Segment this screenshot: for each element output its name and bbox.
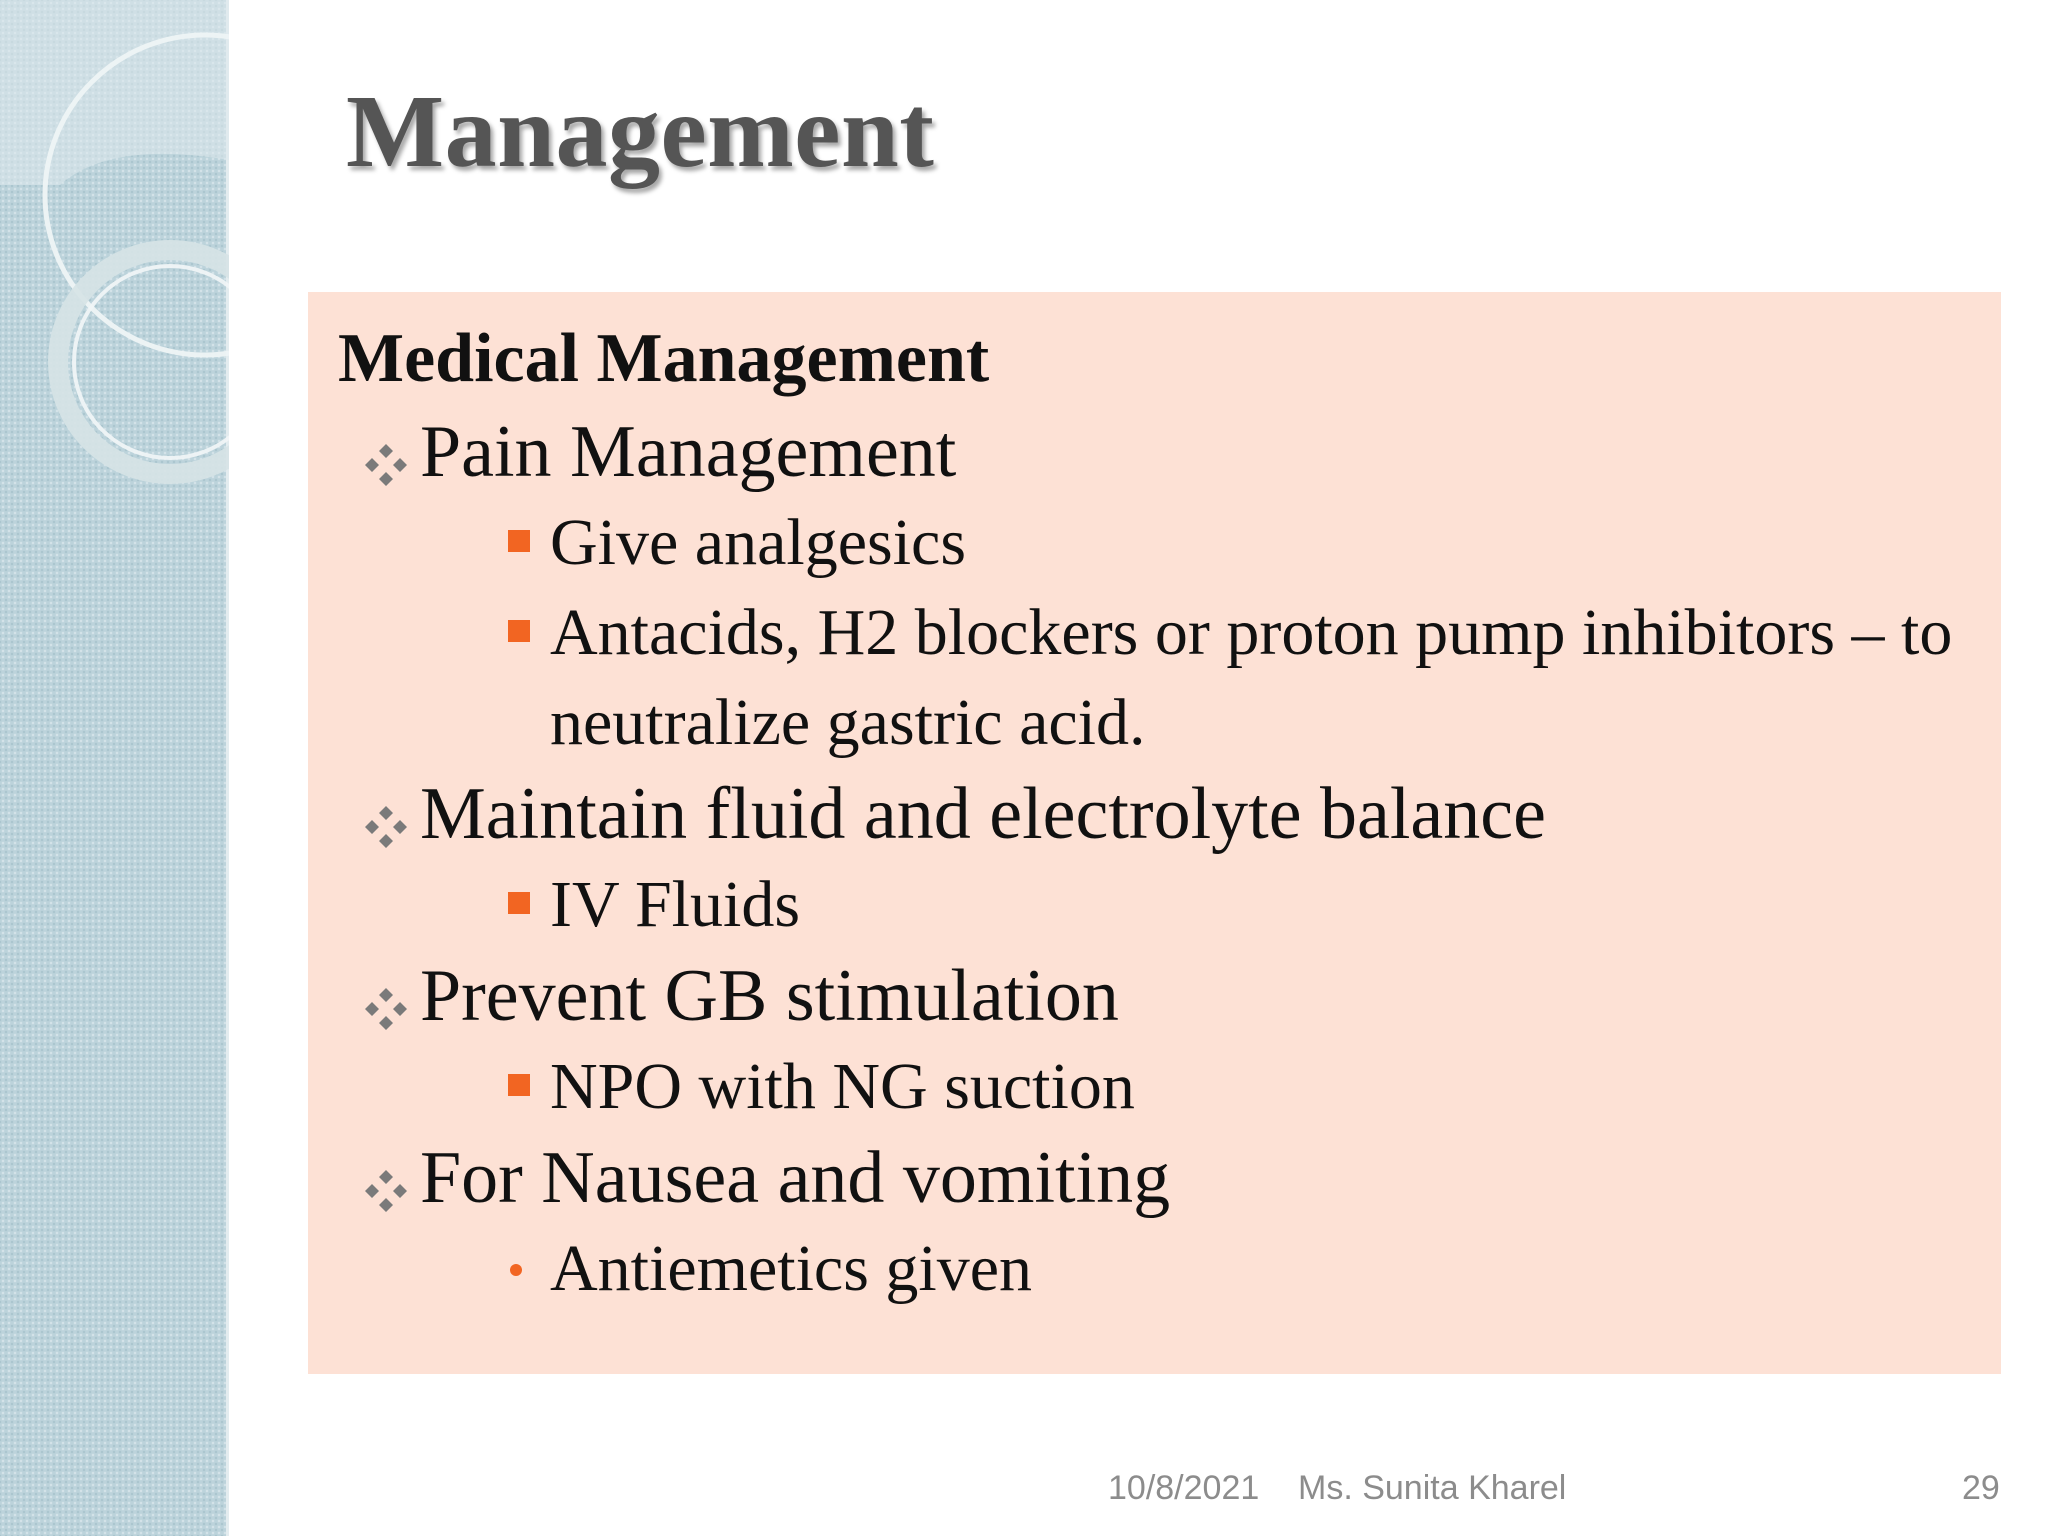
list-item-label: Maintain fluid and electrolyte balance (420, 773, 1546, 855)
list-item-label: Pain Management (420, 411, 957, 493)
sub-item-label: Give analgesics (550, 506, 967, 579)
list-item-label: For Nausea and vomiting (420, 1137, 1171, 1219)
footer-date: 10/8/2021 (1108, 1469, 1260, 1507)
footer-author: Ms. Sunita Kharel (1298, 1469, 1567, 1507)
section-heading: Medical Management (338, 320, 990, 397)
slide-title: Management (346, 74, 935, 189)
four-diamond-bullet-icon (362, 438, 410, 486)
list-item-fluid-balance (332, 768, 2001, 860)
content-box (308, 292, 2001, 1374)
four-diamond-bullet-icon (362, 1164, 410, 1212)
orange-square-bullet-icon (508, 530, 530, 552)
orange-square-bullet-icon (508, 1074, 530, 1096)
sub-item-label: IV Fluids (550, 868, 801, 941)
decorative-rings-icon (0, 0, 229, 520)
list-item-prevent-gb-stimulation (332, 950, 2001, 1042)
orange-square-bullet-icon (508, 892, 530, 914)
sub-item-antiemetics (332, 1224, 2001, 1314)
sub-item-give-analgesics (332, 498, 2001, 588)
four-diamond-bullet-icon (362, 800, 410, 848)
list-item-pain-management (332, 406, 2001, 498)
orange-dot-bullet-icon (510, 1264, 522, 1276)
sub-item-label: Antacids, H2 blockers or proton pump inhibitors – to neutralize gastric acid. (550, 596, 1953, 759)
sub-item-antacids (332, 588, 2001, 768)
slide-number: 29 (1962, 1469, 2000, 1507)
list-item-label: Prevent GB stimulation (420, 955, 1119, 1037)
sub-item-npo-ng-suction (332, 1042, 2001, 1132)
four-diamond-bullet-icon (362, 982, 410, 1030)
list-item-nausea-vomiting (332, 1132, 2001, 1224)
sub-item-label: Antiemetics given (550, 1232, 1033, 1305)
sub-item-iv-fluids (332, 860, 2001, 950)
orange-square-bullet-icon (508, 620, 530, 642)
sub-item-label: NPO with NG suction (550, 1050, 1135, 1123)
